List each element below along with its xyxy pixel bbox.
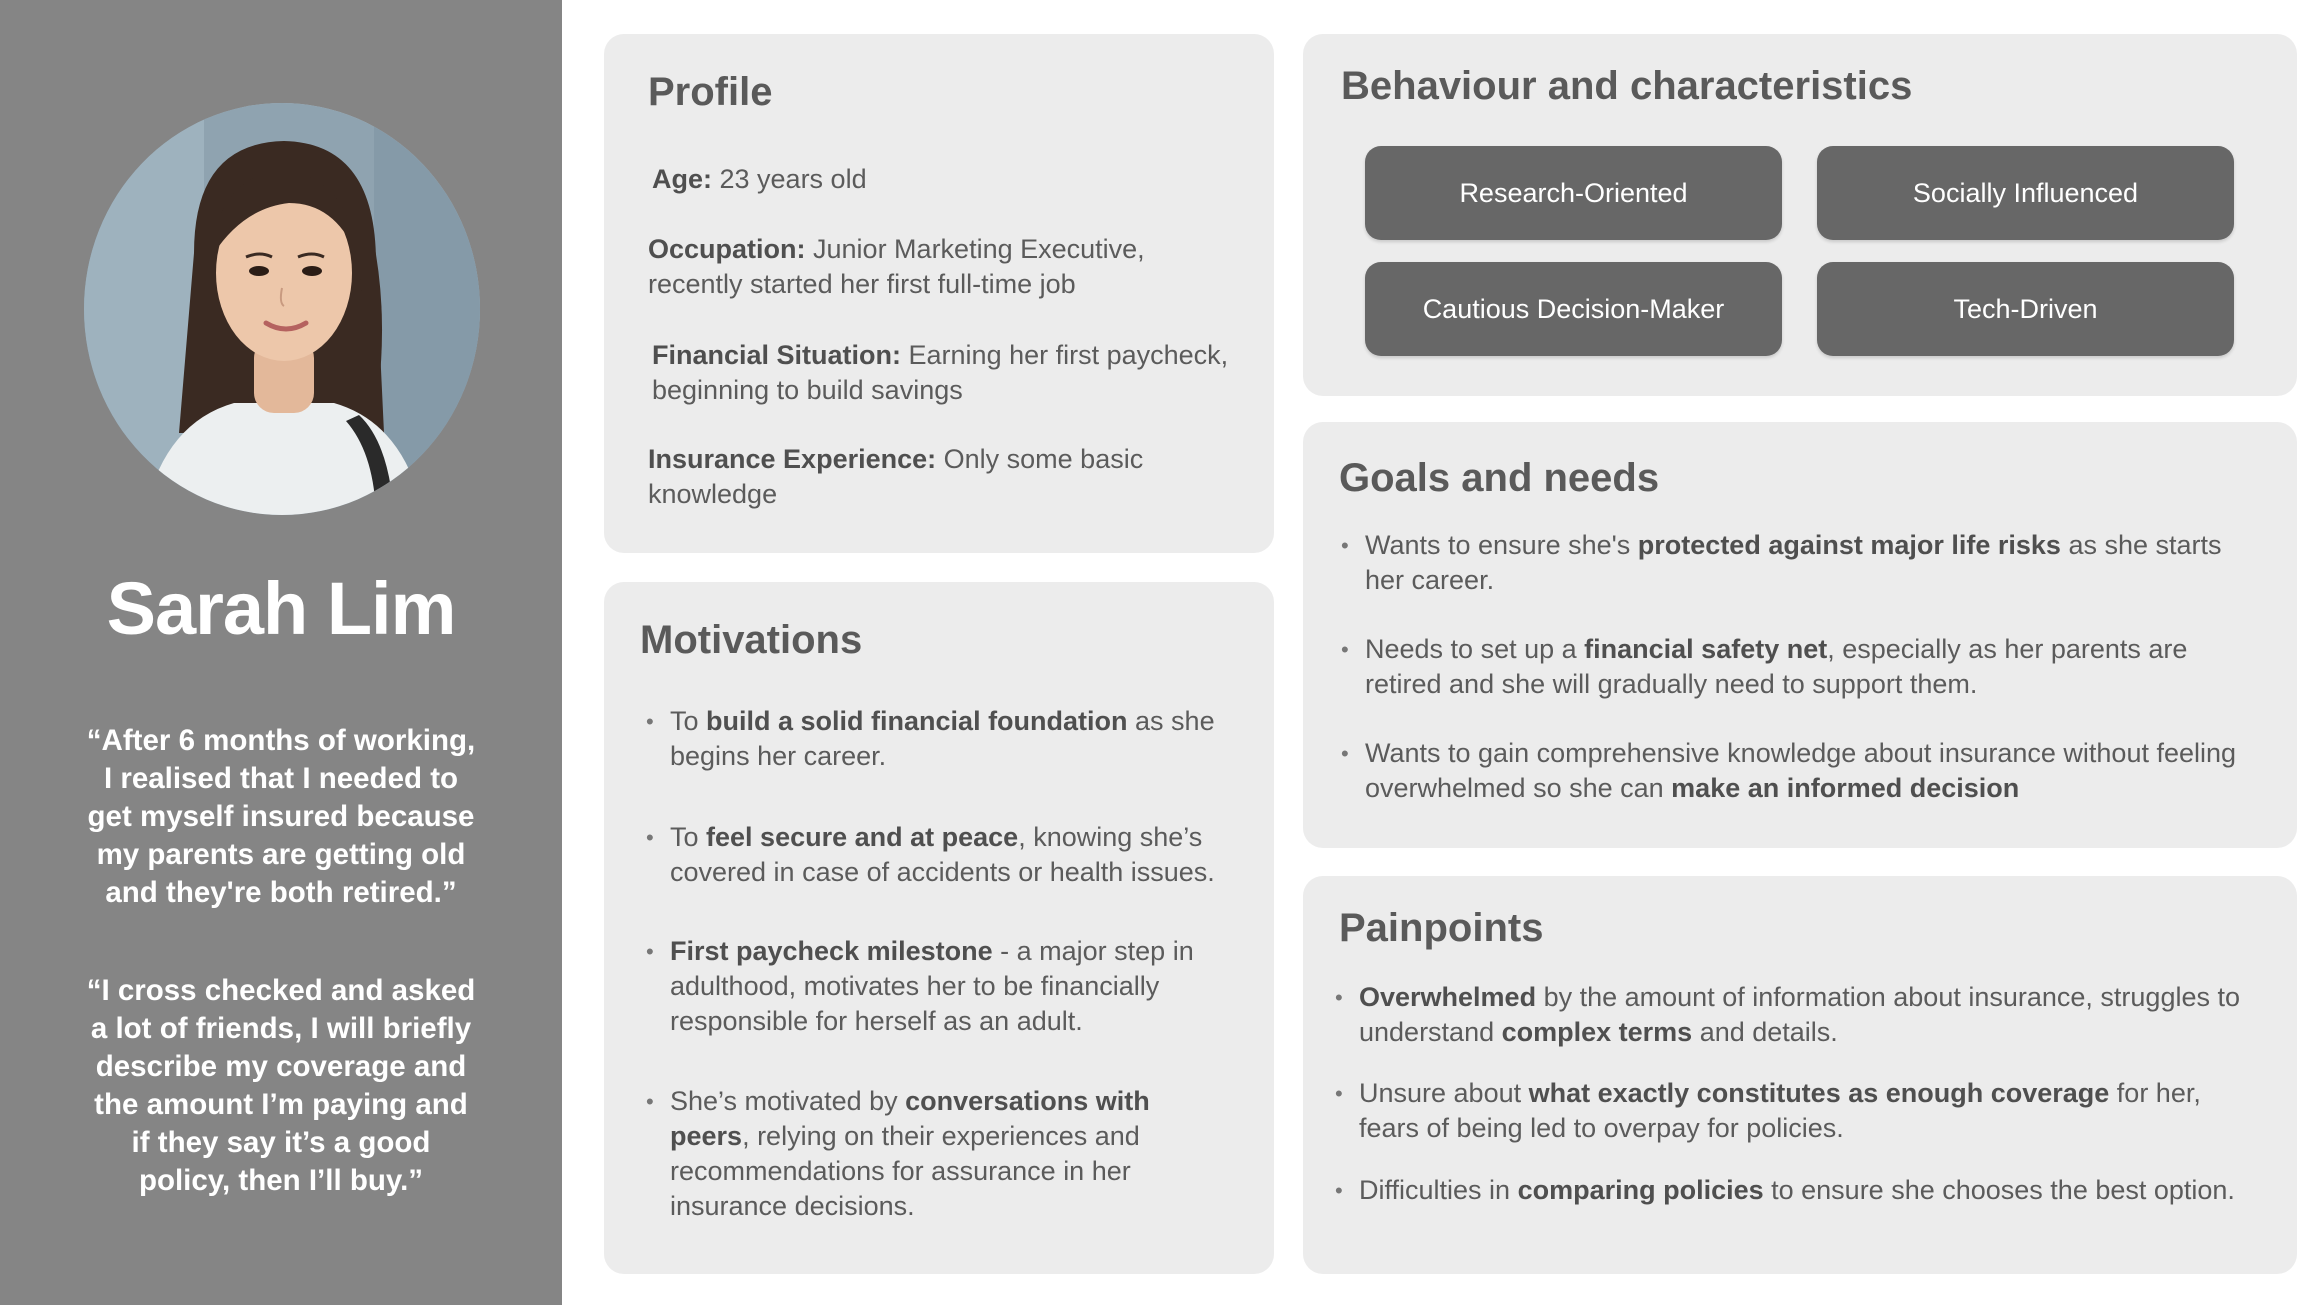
profile-insurance-experience (648, 442, 1143, 512)
item-text: her career. (1365, 565, 1495, 595)
item-text: understand (1359, 1017, 1502, 1047)
item-text: Unsure about (1359, 1078, 1529, 1108)
list-item (670, 704, 1215, 774)
list-item (1359, 980, 2240, 1050)
item-text: Wants to ensure she's (1365, 530, 1638, 560)
behaviour-title: Behaviour and characteristics (1341, 64, 1913, 108)
persona-name: Sarah Lim (106, 567, 456, 650)
profile-occupation (648, 232, 1145, 302)
profile-financial-situation (652, 338, 1228, 408)
list-item (1359, 1173, 2235, 1208)
item-text: responsible for herself as an adult. (670, 1006, 1083, 1036)
motivations-title: Motivations (640, 618, 863, 662)
occupation-value: recently started her first full-time job (648, 269, 1076, 299)
item-text: begins her career. (670, 741, 887, 771)
item-text: covered in case of accidents or health issues. (670, 857, 1215, 887)
painpoints-title: Painpoints (1339, 906, 1544, 950)
trait-chip: Socially Influenced (1817, 146, 2234, 240)
item-text: To (670, 822, 707, 852)
occupation-value: Junior Marketing Executive, (805, 234, 1145, 264)
age-value: 23 years old (712, 164, 867, 194)
motivations-card (604, 582, 1274, 1274)
item-text: adulthood, motivates her to be financially (670, 971, 1160, 1001)
profile-age (652, 162, 867, 197)
list-item (1365, 528, 2222, 598)
list-item (670, 1084, 1150, 1224)
item-text: - a major step in (992, 936, 1194, 966)
insurance-value: knowledge (648, 479, 778, 509)
profile-card (604, 34, 1274, 553)
item-text: retired and she will gradually need to support them. (1365, 669, 1978, 699)
item-text: and details. (1692, 1017, 1838, 1047)
list-item (670, 820, 1215, 890)
item-emphasis: protected against major life risks (1637, 530, 2061, 560)
item-text: , relying on their experiences and (742, 1121, 1140, 1151)
item-text: , especially as her parents are (1827, 634, 2188, 664)
item-emphasis: peers (670, 1121, 743, 1151)
item-emphasis: feel secure and at peace (706, 822, 1019, 852)
financial-value: beginning to build savings (652, 375, 963, 405)
persona-quote: “I cross checked and asked a lot of friends, I will briefly describe my coverage and the amount I’m paying and if they say it’s a good policy, then I’ll buy.” (86, 974, 476, 1197)
item-emphasis: First paycheck milestone (670, 936, 993, 966)
insurance-label: Insurance Experience: (648, 444, 937, 474)
trait-chip: Research-Oriented (1365, 146, 1782, 240)
item-emphasis: make an informed decision (1671, 773, 2020, 803)
item-emphasis: complex terms (1501, 1017, 1693, 1047)
financial-value: Earning her first paycheck, (901, 340, 1229, 370)
item-text: To (670, 706, 707, 736)
financial-label: Financial Situation: (652, 340, 902, 370)
item-text: She’s motivated by (670, 1086, 906, 1116)
behaviour-card (1303, 34, 2297, 396)
list-item (1359, 1076, 2201, 1146)
item-text: by the amount of information about insurance, struggles to (1536, 982, 2240, 1012)
item-text: as she starts (2060, 530, 2222, 560)
item-text: Difficulties in (1359, 1175, 1518, 1205)
persona-quote: “After 6 months of working, I realised that I needed to get myself insured because my parents are getting old and they're both retired.” (86, 724, 476, 909)
age-label: Age: (652, 164, 712, 194)
item-text: insurance decisions. (670, 1191, 915, 1221)
insurance-value: Only some basic (936, 444, 1144, 474)
item-text: fears of being led to overpay for policies. (1359, 1113, 1844, 1143)
trait-chip: Tech-Driven (1817, 262, 2234, 356)
persona-sidebar (0, 0, 562, 1305)
list-item (670, 934, 1194, 1039)
item-text: recommendations for assurance in her (670, 1156, 1131, 1186)
item-text: Wants to gain comprehensive knowledge about insurance without feeling (1365, 738, 2237, 768)
item-text: overwhelmed so she can (1365, 773, 1672, 803)
goals-title: Goals and needs (1339, 456, 1660, 500)
persona-photo (84, 103, 480, 515)
profile-title: Profile (648, 70, 773, 114)
painpoints-card (1303, 876, 2297, 1274)
goals-card (1303, 422, 2297, 848)
trait-chip: Cautious Decision-Maker (1365, 262, 1782, 356)
item-text: , knowing she’s (1018, 822, 1203, 852)
list-item (1365, 736, 2236, 806)
portrait-illustration (84, 103, 480, 515)
item-text: Needs to set up a (1365, 634, 1585, 664)
item-emphasis: what exactly constitutes as enough coverage (1528, 1078, 2110, 1108)
item-emphasis: Overwhelmed (1359, 982, 1537, 1012)
item-text: for her, (2109, 1078, 2201, 1108)
item-text: as she (1127, 706, 1215, 736)
item-emphasis: comparing policies (1517, 1175, 1764, 1205)
item-text: to ensure she chooses the best option. (1763, 1175, 2235, 1205)
list-item (1365, 632, 2187, 702)
item-emphasis: conversations with (905, 1086, 1150, 1116)
item-emphasis: build a solid financial foundation (706, 706, 1128, 736)
occupation-label: Occupation: (648, 234, 806, 264)
item-emphasis: financial safety net (1584, 634, 1828, 664)
